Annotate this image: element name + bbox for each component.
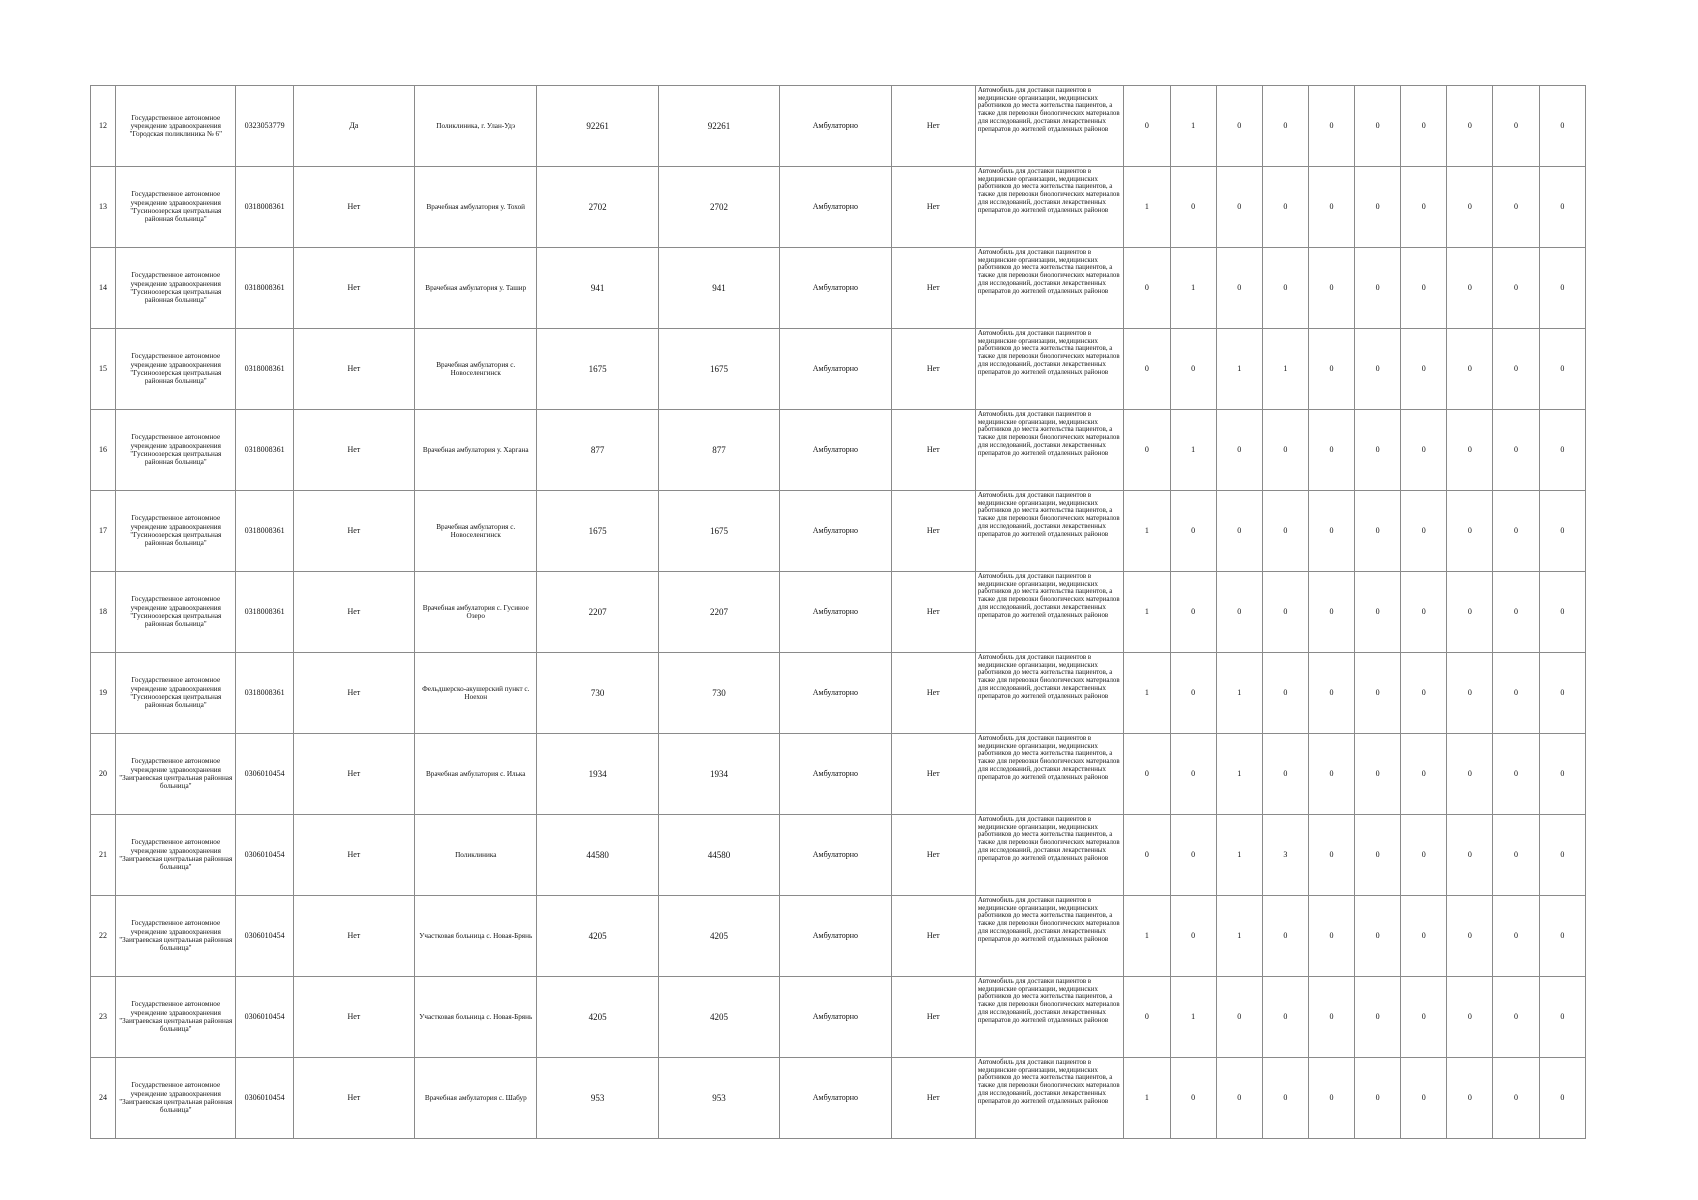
inn-cell: 0318008361	[236, 167, 293, 248]
row-number-cell: 20	[91, 734, 116, 815]
vehicle-count-cell: 0	[1355, 248, 1401, 329]
row-number-cell: 12	[91, 86, 116, 167]
vehicle-count-cell: 0	[1308, 410, 1354, 491]
vehicle-count-cell: 0	[1401, 1058, 1447, 1139]
table-row	[91, 248, 1586, 329]
organization-cell: Государственное автономное учреждение здравоохранения "Гусиноозерская центральная районная больница"	[116, 167, 236, 248]
vehicle-count-cell: 0	[1401, 896, 1447, 977]
vehicle-count-cell: 0	[1539, 653, 1585, 734]
row-number-cell: 22	[91, 896, 116, 977]
vehicle-count-cell: 0	[1308, 815, 1354, 896]
population-attached-cell: 1934	[658, 734, 779, 815]
population-attached-cell: 941	[658, 248, 779, 329]
vehicle-count-cell: 1	[1216, 896, 1262, 977]
flag-cell: Нет	[293, 896, 414, 977]
vehicle-count-cell: 0	[1401, 167, 1447, 248]
vehicle-count-cell: 0	[1493, 977, 1539, 1058]
inn-cell: 0306010454	[236, 977, 293, 1058]
vehicle-purpose-cell: Автомобиль для доставки пациентов в медицинские организации, медицинских работников до места жительства пациентов, а также для перевозки биологических материалов для исследований, доставки лекарственных препаратов до жителей отдаленных районов	[975, 896, 1123, 977]
vehicle-count-cell: 0	[1124, 977, 1170, 1058]
vehicle-count-cell: 0	[1355, 815, 1401, 896]
vehicle-count-cell: 0	[1539, 572, 1585, 653]
vehicle-count-cell: 0	[1170, 572, 1216, 653]
vehicle-count-cell: 0	[1493, 167, 1539, 248]
vehicle-count-cell: 0	[1401, 329, 1447, 410]
subdivision-cell: Врачебная амбулатория у. Харгана	[415, 410, 537, 491]
care-type-cell: Амбулаторно	[780, 977, 891, 1058]
vehicle-count-cell: 0	[1124, 329, 1170, 410]
vehicle-count-cell: 0	[1216, 1058, 1262, 1139]
vehicle-count-cell: 3	[1262, 815, 1308, 896]
care-type-cell: Амбулаторно	[780, 329, 891, 410]
subdivision-cell: Фельдшерско-акушерский пункт с. Ноехон	[415, 653, 537, 734]
row-number-cell: 18	[91, 572, 116, 653]
vehicle-count-cell: 0	[1355, 572, 1401, 653]
vehicle-count-cell: 0	[1539, 491, 1585, 572]
vehicle-count-cell: 0	[1308, 167, 1354, 248]
row-number-cell: 21	[91, 815, 116, 896]
vehicle-count-cell: 0	[1355, 653, 1401, 734]
vehicle-count-cell: 0	[1355, 1058, 1401, 1139]
population-cell: 44580	[537, 815, 658, 896]
vehicle-count-cell: 0	[1539, 329, 1585, 410]
subdivision-cell: Врачебная амбулатория у. Ташир	[415, 248, 537, 329]
care-type-cell: Амбулаторно	[780, 491, 891, 572]
flag2-cell: Нет	[891, 896, 975, 977]
inn-cell: 0318008361	[236, 329, 293, 410]
vehicle-purpose-cell: Автомобиль для доставки пациентов в медицинские организации, медицинских работников до места жительства пациентов, а также для перевозки биологических материалов для исследований, доставки лекарственных препаратов до жителей отдаленных районов	[975, 86, 1123, 167]
care-type-cell: Амбулаторно	[780, 248, 891, 329]
population-cell: 877	[537, 410, 658, 491]
vehicle-purpose-cell: Автомобиль для доставки пациентов в медицинские организации, медицинских работников до места жительства пациентов, а также для перевозки биологических материалов для исследований, доставки лекарственных препаратов до жителей отдаленных районов	[975, 653, 1123, 734]
vehicle-count-cell: 0	[1262, 248, 1308, 329]
vehicle-count-cell: 1	[1124, 1058, 1170, 1139]
organization-cell: Государственное автономное учреждение здравоохранения "Гусиноозерская центральная районная больница"	[116, 653, 236, 734]
organization-cell: Государственное автономное учреждение здравоохранения "Гусиноозерская центральная районная больница"	[116, 410, 236, 491]
vehicle-count-cell: 1	[1124, 572, 1170, 653]
flag-cell: Нет	[293, 329, 414, 410]
vehicle-count-cell: 1	[1170, 977, 1216, 1058]
subdivision-cell: Участковая больница с. Новая-Брянь	[415, 896, 537, 977]
vehicle-count-cell: 0	[1308, 653, 1354, 734]
row-number-cell: 16	[91, 410, 116, 491]
table-row	[91, 167, 1586, 248]
row-number-cell: 23	[91, 977, 116, 1058]
vehicle-count-cell: 1	[1124, 653, 1170, 734]
vehicle-count-cell: 0	[1124, 734, 1170, 815]
vehicle-count-cell: 0	[1447, 329, 1493, 410]
vehicle-count-cell: 0	[1401, 248, 1447, 329]
vehicle-count-cell: 0	[1308, 248, 1354, 329]
vehicle-count-cell: 0	[1493, 329, 1539, 410]
vehicle-count-cell: 0	[1308, 734, 1354, 815]
flag-cell: Нет	[293, 167, 414, 248]
vehicle-count-cell: 1	[1216, 653, 1262, 734]
table-row	[91, 1058, 1586, 1139]
vehicle-count-cell: 0	[1262, 572, 1308, 653]
inn-cell: 0306010454	[236, 734, 293, 815]
organization-cell: Государственное автономное учреждение здравоохранения "Гусиноозерская центральная районная больница"	[116, 572, 236, 653]
vehicle-count-cell: 0	[1355, 734, 1401, 815]
population-cell: 1934	[537, 734, 658, 815]
flag-cell: Нет	[293, 248, 414, 329]
inn-cell: 0318008361	[236, 491, 293, 572]
flag2-cell: Нет	[891, 86, 975, 167]
flag2-cell: Нет	[891, 248, 975, 329]
vehicle-count-cell: 0	[1308, 896, 1354, 977]
vehicle-count-cell: 0	[1355, 896, 1401, 977]
vehicle-count-cell: 0	[1447, 734, 1493, 815]
row-number-cell: 17	[91, 491, 116, 572]
vehicle-purpose-cell: Автомобиль для доставки пациентов в медицинские организации, медицинских работников до места жительства пациентов, а также для перевозки биологических материалов для исследований, доставки лекарственных препаратов до жителей отдаленных районов	[975, 167, 1123, 248]
vehicle-count-cell: 0	[1216, 572, 1262, 653]
population-cell: 1675	[537, 329, 658, 410]
flag-cell: Нет	[293, 977, 414, 1058]
population-attached-cell: 877	[658, 410, 779, 491]
vehicle-count-cell: 0	[1262, 491, 1308, 572]
vehicle-count-cell: 0	[1216, 491, 1262, 572]
subdivision-cell: Врачебная амбулатория с. Новоселенгинск	[415, 329, 537, 410]
population-attached-cell: 730	[658, 653, 779, 734]
vehicle-purpose-cell: Автомобиль для доставки пациентов в медицинские организации, медицинских работников до места жительства пациентов, а также для перевозки биологических материалов для исследований, доставки лекарственных препаратов до жителей отдаленных районов	[975, 329, 1123, 410]
vehicle-count-cell: 0	[1262, 1058, 1308, 1139]
population-attached-cell: 1675	[658, 491, 779, 572]
vehicle-count-cell: 0	[1170, 815, 1216, 896]
vehicle-count-cell: 0	[1447, 410, 1493, 491]
vehicle-count-cell: 0	[1539, 734, 1585, 815]
subdivision-cell: Врачебная амбулатория с. Шабур	[415, 1058, 537, 1139]
vehicle-count-cell: 0	[1170, 1058, 1216, 1139]
care-type-cell: Амбулаторно	[780, 86, 891, 167]
subdivision-cell: Поликлиника	[415, 815, 537, 896]
table-row	[91, 734, 1586, 815]
vehicle-count-cell: 0	[1355, 329, 1401, 410]
flag2-cell: Нет	[891, 653, 975, 734]
organization-cell: Государственное автономное учреждение здравоохранения "Заиграевская центральная районная больница"	[116, 734, 236, 815]
vehicle-count-cell: 0	[1539, 1058, 1585, 1139]
table-row	[91, 572, 1586, 653]
vehicle-count-cell: 1	[1262, 329, 1308, 410]
inn-cell: 0306010454	[236, 815, 293, 896]
vehicle-count-cell: 0	[1308, 329, 1354, 410]
vehicle-count-cell: 0	[1493, 1058, 1539, 1139]
population-attached-cell: 92261	[658, 86, 779, 167]
flag-cell: Нет	[293, 734, 414, 815]
table-row	[91, 896, 1586, 977]
vehicle-count-cell: 0	[1447, 167, 1493, 248]
population-cell: 941	[537, 248, 658, 329]
table-row	[91, 653, 1586, 734]
subdivision-cell: Врачебная амбулатория с. Новоселенгинск	[415, 491, 537, 572]
row-number-cell: 19	[91, 653, 116, 734]
vehicle-count-cell: 0	[1355, 167, 1401, 248]
flag2-cell: Нет	[891, 329, 975, 410]
subdivision-cell: Врачебная амбулатория у. Тохой	[415, 167, 537, 248]
subdivision-cell: Врачебная амбулатория с. Гусиное Озеро	[415, 572, 537, 653]
table-row	[91, 815, 1586, 896]
inn-cell: 0323053779	[236, 86, 293, 167]
vehicle-count-cell: 0	[1170, 329, 1216, 410]
vehicle-count-cell: 1	[1124, 896, 1170, 977]
population-attached-cell: 2207	[658, 572, 779, 653]
vehicle-purpose-cell: Автомобиль для доставки пациентов в медицинские организации, медицинских работников до места жительства пациентов, а также для перевозки биологических материалов для исследований, доставки лекарственных препаратов до жителей отдаленных районов	[975, 572, 1123, 653]
subdivision-cell: Врачебная амбулатория с. Илька	[415, 734, 537, 815]
flag-cell: Нет	[293, 1058, 414, 1139]
row-number-cell: 14	[91, 248, 116, 329]
vehicle-purpose-cell: Автомобиль для доставки пациентов в медицинские организации, медицинских работников до места жительства пациентов, а также для перевозки биологических материалов для исследований, доставки лекарственных препаратов до жителей отдаленных районов	[975, 734, 1123, 815]
vehicle-count-cell: 0	[1262, 167, 1308, 248]
vehicle-count-cell: 0	[1262, 977, 1308, 1058]
vehicle-count-cell: 1	[1216, 329, 1262, 410]
population-cell: 730	[537, 653, 658, 734]
care-type-cell: Амбулаторно	[780, 410, 891, 491]
vehicle-count-cell: 0	[1447, 977, 1493, 1058]
row-number-cell: 13	[91, 167, 116, 248]
vehicle-count-cell: 0	[1216, 86, 1262, 167]
flag2-cell: Нет	[891, 977, 975, 1058]
vehicle-count-cell: 0	[1447, 653, 1493, 734]
vehicle-count-cell: 0	[1216, 248, 1262, 329]
care-type-cell: Амбулаторно	[780, 572, 891, 653]
vehicle-count-cell: 0	[1401, 86, 1447, 167]
care-type-cell: Амбулаторно	[780, 815, 891, 896]
population-cell: 4205	[537, 977, 658, 1058]
population-attached-cell: 4205	[658, 977, 779, 1058]
flag-cell: Нет	[293, 815, 414, 896]
vehicle-count-cell: 0	[1355, 410, 1401, 491]
organization-cell: Государственное автономное учреждение здравоохранения "Гусиноозерская центральная районная больница"	[116, 491, 236, 572]
vehicle-count-cell: 0	[1493, 734, 1539, 815]
flag-cell: Нет	[293, 410, 414, 491]
vehicle-purpose-cell: Автомобиль для доставки пациентов в медицинские организации, медицинских работников до места жительства пациентов, а также для перевозки биологических материалов для исследований, доставки лекарственных препаратов до жителей отдаленных районов	[975, 248, 1123, 329]
population-attached-cell: 1675	[658, 329, 779, 410]
vehicle-count-cell: 0	[1447, 248, 1493, 329]
flag2-cell: Нет	[891, 572, 975, 653]
vehicle-count-cell: 1	[1124, 167, 1170, 248]
vehicle-count-cell: 0	[1493, 410, 1539, 491]
organization-cell: Государственное автономное учреждение здравоохранения "Гусиноозерская центральная районная больница"	[116, 248, 236, 329]
vehicle-count-cell: 0	[1493, 653, 1539, 734]
vehicle-purpose-cell: Автомобиль для доставки пациентов в медицинские организации, медицинских работников до места жительства пациентов, а также для перевозки биологических материалов для исследований, доставки лекарственных препаратов до жителей отдаленных районов	[975, 977, 1123, 1058]
vehicle-count-cell: 0	[1447, 572, 1493, 653]
vehicle-count-cell: 0	[1401, 410, 1447, 491]
vehicle-count-cell: 0	[1308, 1058, 1354, 1139]
vehicle-count-cell: 0	[1539, 86, 1585, 167]
vehicle-count-cell: 0	[1447, 815, 1493, 896]
vehicle-count-cell: 0	[1170, 167, 1216, 248]
vehicle-count-cell: 0	[1124, 248, 1170, 329]
vehicle-count-cell: 1	[1124, 491, 1170, 572]
flag-cell: Нет	[293, 491, 414, 572]
flag-cell: Нет	[293, 653, 414, 734]
population-cell: 953	[537, 1058, 658, 1139]
organization-cell: Государственное автономное учреждение здравоохранения "Заиграевская центральная районная больница"	[116, 977, 236, 1058]
table-body	[91, 86, 1586, 1139]
table-row	[91, 410, 1586, 491]
vehicle-count-cell: 0	[1170, 491, 1216, 572]
flag2-cell: Нет	[891, 491, 975, 572]
flag2-cell: Нет	[891, 1058, 975, 1139]
vehicle-count-cell: 0	[1355, 491, 1401, 572]
population-attached-cell: 4205	[658, 896, 779, 977]
vehicle-count-cell: 0	[1493, 86, 1539, 167]
vehicle-count-cell: 0	[1308, 572, 1354, 653]
flag2-cell: Нет	[891, 167, 975, 248]
row-number-cell: 15	[91, 329, 116, 410]
vehicle-count-cell: 0	[1124, 86, 1170, 167]
vehicle-count-cell: 0	[1401, 572, 1447, 653]
subdivision-cell: Участковая больница с. Новая-Брянь	[415, 977, 537, 1058]
vehicle-count-cell: 0	[1539, 896, 1585, 977]
vehicle-count-cell: 0	[1401, 491, 1447, 572]
organization-cell: Государственное автономное учреждение здравоохранения "Заиграевская центральная районная больница"	[116, 896, 236, 977]
organization-cell: Государственное автономное учреждение здравоохранения "Заиграевская центральная районная больница"	[116, 815, 236, 896]
vehicle-count-cell: 1	[1170, 248, 1216, 329]
vehicle-count-cell: 0	[1447, 1058, 1493, 1139]
inn-cell: 0318008361	[236, 410, 293, 491]
vehicle-count-cell: 0	[1308, 977, 1354, 1058]
flag-cell: Нет	[293, 572, 414, 653]
vehicle-count-cell: 0	[1447, 896, 1493, 977]
vehicle-count-cell: 0	[1493, 896, 1539, 977]
care-type-cell: Амбулаторно	[780, 734, 891, 815]
population-attached-cell: 2702	[658, 167, 779, 248]
vehicle-count-cell: 0	[1124, 410, 1170, 491]
inn-cell: 0306010454	[236, 1058, 293, 1139]
vehicle-count-cell: 0	[1170, 896, 1216, 977]
vehicle-count-cell: 0	[1216, 410, 1262, 491]
population-attached-cell: 953	[658, 1058, 779, 1139]
vehicle-count-cell: 0	[1262, 734, 1308, 815]
vehicle-count-cell: 0	[1447, 86, 1493, 167]
care-type-cell: Амбулаторно	[780, 1058, 891, 1139]
vehicle-count-cell: 0	[1355, 977, 1401, 1058]
population-attached-cell: 44580	[658, 815, 779, 896]
vehicle-count-cell: 0	[1539, 167, 1585, 248]
subdivision-cell: Поликлиника, г. Улан-Удэ	[415, 86, 537, 167]
flag2-cell: Нет	[891, 815, 975, 896]
vehicle-count-cell: 0	[1401, 653, 1447, 734]
vehicle-count-cell: 0	[1308, 86, 1354, 167]
vehicle-count-cell: 0	[1493, 491, 1539, 572]
vehicle-count-cell: 0	[1216, 977, 1262, 1058]
flag-cell: Да	[293, 86, 414, 167]
population-cell: 92261	[537, 86, 658, 167]
vehicle-count-cell: 0	[1262, 86, 1308, 167]
vehicle-count-cell: 0	[1355, 86, 1401, 167]
vehicle-count-cell: 0	[1308, 491, 1354, 572]
table-row	[91, 329, 1586, 410]
vehicle-count-cell: 1	[1170, 410, 1216, 491]
organization-cell: Государственное автономное учреждение здравоохранения "Заиграевская центральная районная больница"	[116, 1058, 236, 1139]
vehicle-count-cell: 0	[1170, 653, 1216, 734]
vehicle-count-cell: 0	[1262, 653, 1308, 734]
inn-cell: 0306010454	[236, 896, 293, 977]
vehicle-count-cell: 0	[1493, 815, 1539, 896]
vehicle-count-cell: 1	[1216, 815, 1262, 896]
care-type-cell: Амбулаторно	[780, 167, 891, 248]
vehicle-allocation-table	[90, 85, 1586, 1139]
vehicle-count-cell: 0	[1539, 977, 1585, 1058]
vehicle-count-cell: 0	[1124, 815, 1170, 896]
population-cell: 2702	[537, 167, 658, 248]
table-row	[91, 86, 1586, 167]
vehicle-count-cell: 0	[1493, 572, 1539, 653]
care-type-cell: Амбулаторно	[780, 653, 891, 734]
population-cell: 4205	[537, 896, 658, 977]
flag2-cell: Нет	[891, 734, 975, 815]
vehicle-count-cell: 0	[1262, 896, 1308, 977]
care-type-cell: Амбулаторно	[780, 896, 891, 977]
vehicle-count-cell: 0	[1447, 491, 1493, 572]
vehicle-count-cell: 0	[1170, 734, 1216, 815]
organization-cell: Государственное автономное учреждение здравоохранения "Городская поликлиника № 6"	[116, 86, 236, 167]
flag2-cell: Нет	[891, 410, 975, 491]
population-cell: 2207	[537, 572, 658, 653]
table-row	[91, 977, 1586, 1058]
vehicle-purpose-cell: Автомобиль для доставки пациентов в медицинские организации, медицинских работников до места жительства пациентов, а также для перевозки биологических материалов для исследований, доставки лекарственных препаратов до жителей отдаленных районов	[975, 1058, 1123, 1139]
vehicle-count-cell: 0	[1401, 815, 1447, 896]
vehicle-purpose-cell: Автомобиль для доставки пациентов в медицинские организации, медицинских работников до места жительства пациентов, а также для перевозки биологических материалов для исследований, доставки лекарственных препаратов до жителей отдаленных районов	[975, 815, 1123, 896]
vehicle-count-cell: 0	[1493, 248, 1539, 329]
population-cell: 1675	[537, 491, 658, 572]
inn-cell: 0318008361	[236, 572, 293, 653]
row-number-cell: 24	[91, 1058, 116, 1139]
vehicle-count-cell: 0	[1216, 167, 1262, 248]
vehicle-count-cell: 1	[1170, 86, 1216, 167]
inn-cell: 0318008361	[236, 653, 293, 734]
vehicle-count-cell: 0	[1539, 410, 1585, 491]
inn-cell: 0318008361	[236, 248, 293, 329]
vehicle-count-cell: 0	[1539, 248, 1585, 329]
vehicle-count-cell: 0	[1401, 734, 1447, 815]
vehicle-count-cell: 0	[1262, 410, 1308, 491]
vehicle-purpose-cell: Автомобиль для доставки пациентов в медицинские организации, медицинских работников до места жительства пациентов, а также для перевозки биологических материалов для исследований, доставки лекарственных препаратов до жителей отдаленных районов	[975, 410, 1123, 491]
vehicle-count-cell: 0	[1401, 977, 1447, 1058]
vehicle-count-cell: 0	[1539, 815, 1585, 896]
organization-cell: Государственное автономное учреждение здравоохранения "Гусиноозерская центральная районная больница"	[116, 329, 236, 410]
table-row	[91, 491, 1586, 572]
vehicle-count-cell: 1	[1216, 734, 1262, 815]
vehicle-purpose-cell: Автомобиль для доставки пациентов в медицинские организации, медицинских работников до места жительства пациентов, а также для перевозки биологических материалов для исследований, доставки лекарственных препаратов до жителей отдаленных районов	[975, 491, 1123, 572]
